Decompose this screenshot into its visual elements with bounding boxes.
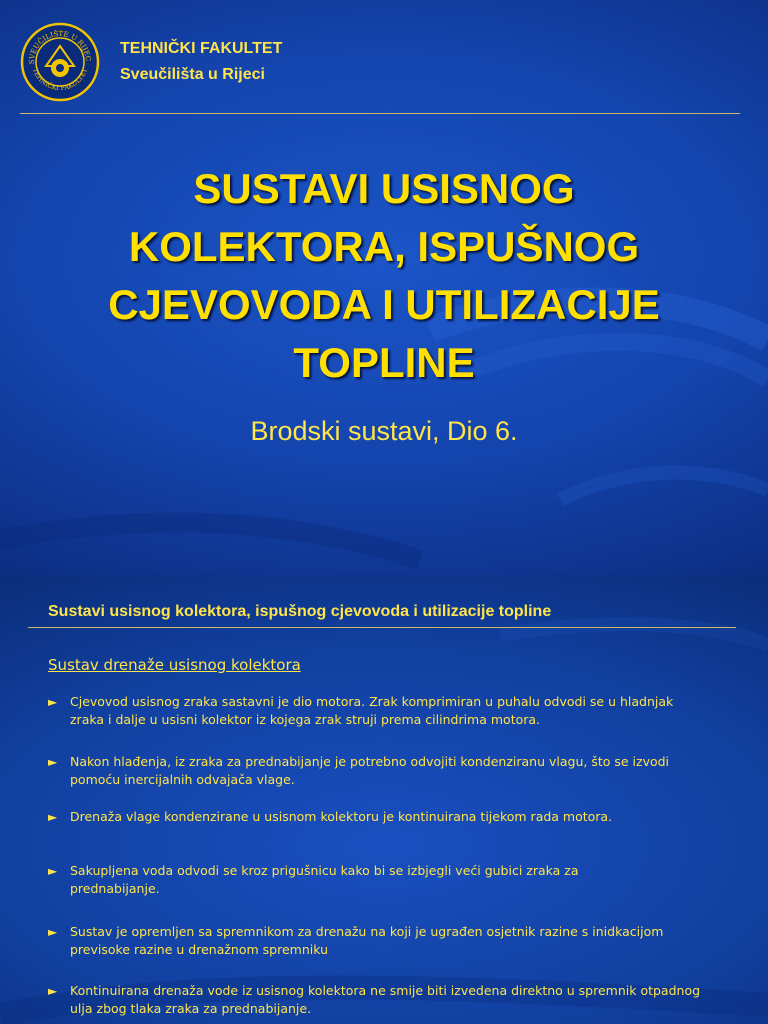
svg-text:TEHNIČKI FAKULTET: TEHNIČKI FAKULTET <box>30 67 90 93</box>
bullet-arrow-icon: ► <box>48 864 58 878</box>
faculty-name: TEHNIČKI FAKULTET <box>120 40 283 57</box>
bullet-text: Kontinuirana drenaža vode iz usisnog kolektora ne smije biti izvedena direktno u spremnik otpadnog ulja zbog tlaka zraka za prednabijanje. <box>70 983 701 1016</box>
section-divider <box>28 627 736 628</box>
bullet-arrow-icon: ► <box>48 925 58 939</box>
list-item <box>48 862 708 898</box>
university-name: Sveučilišta u Rijeci <box>120 66 265 83</box>
list-item <box>48 982 708 1018</box>
faculty-header <box>120 36 282 88</box>
bullet-text: Drenaža vlage kondenzirane u usisnom kolektoru je kontinuirana tijekom rada motora. <box>70 809 613 824</box>
bullet-text: Nakon hlađenja, iz zraka za prednabijanje je potrebno odvojiti kondenziranu vlagu, što se izvodi pomoću inercijalnih odvajača vlage. <box>70 754 670 787</box>
bullet-text: Sakupljena voda odvodi se kroz prigušnicu kako bi se izbjegli veći gubici zraka za prednabijanje. <box>70 863 579 896</box>
bullet-arrow-icon: ► <box>48 810 58 824</box>
title-line: CJEVOVODA I UTILIZACIJE <box>108 281 660 328</box>
svg-text:SVEUČILIŠTE U RIJECI: SVEUČILIŠTE U RIJEC <box>27 29 93 65</box>
slide-subtitle: Brodski sustavi, Dio 6. <box>250 416 518 446</box>
title-line: TOPLINE <box>293 339 475 386</box>
list-item <box>48 753 708 789</box>
university-seal-logo <box>20 22 100 102</box>
header-divider <box>20 113 740 114</box>
bullet-arrow-icon: ► <box>48 695 58 709</box>
bullet-arrow-icon: ► <box>48 984 58 998</box>
bullet-arrow-icon: ► <box>48 755 58 769</box>
bullet-text: Cjevovod usisnog zraka sastavni je dio motora. Zrak komprimiran u puhalu odvodi se u hladnjak zraka i dalje u usisni kolektor iz kojega zrak struji prema cilindrima motora. <box>70 694 674 727</box>
section-heading: Sustavi usisnog kolektora, ispušnog cjevovoda i utilizacije topline <box>48 603 552 620</box>
title-line: SUSTAVI USISNOG <box>193 165 575 212</box>
content-slide <box>0 575 768 1024</box>
bullet-text: Sustav je opremljen sa spremnikom za drenažu na koji je ugrađen osjetnik razine s inidkacijom previsoke razine u drenažnom spremniku <box>70 924 664 957</box>
list-item <box>48 923 708 959</box>
list-item <box>48 808 708 826</box>
list-item <box>48 693 708 729</box>
section-subheading: Sustav drenaže usisnog kolektora <box>48 656 301 674</box>
title-line: KOLEKTORA, ISPUŠNOG <box>128 223 640 270</box>
slide-title <box>30 160 738 392</box>
